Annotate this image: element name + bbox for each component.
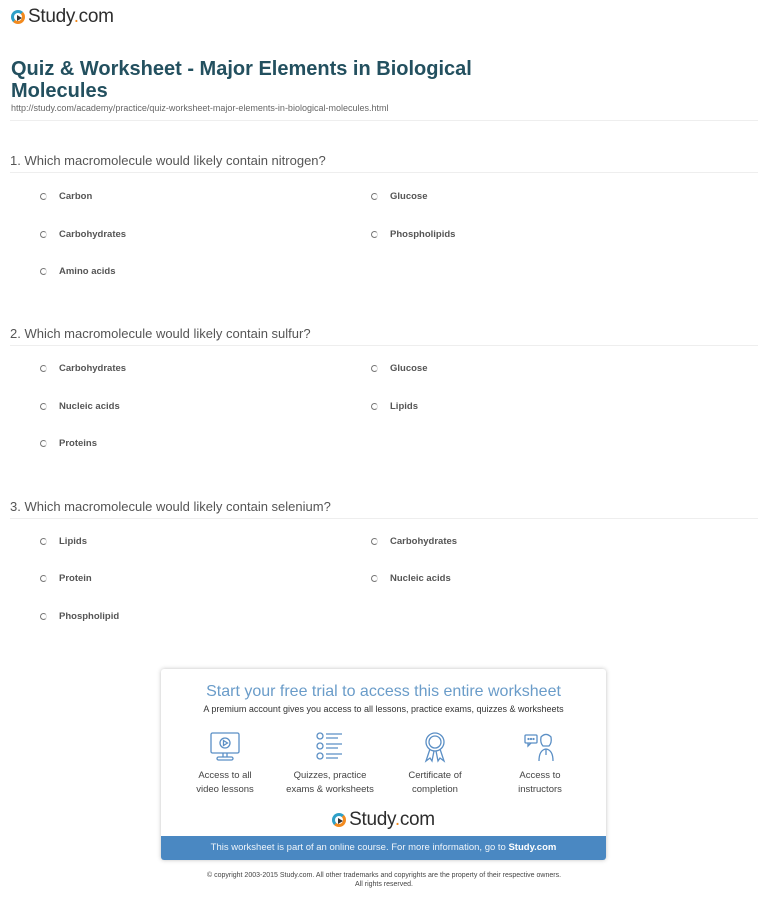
radio-button[interactable]	[371, 231, 378, 238]
page-url: http://study.com/academy/practice/quiz-worksheet-major-elements-in-biological-molecules.html	[11, 103, 389, 113]
feature-label: completion	[412, 784, 458, 795]
feature-label: Access to	[519, 770, 561, 781]
divider	[10, 172, 758, 173]
radio-button[interactable]	[40, 538, 47, 545]
copyright-line: All rights reserved.	[355, 881, 413, 888]
radio-button[interactable]	[40, 440, 47, 447]
q2-option-glucose[interactable]	[371, 363, 428, 374]
feature-label: Certificate of	[408, 770, 462, 781]
copyright-notice	[0, 871, 768, 889]
option-label: Amino acids	[59, 266, 116, 277]
play-logo-icon	[332, 813, 346, 827]
q1-option-glucose[interactable]	[371, 191, 428, 202]
radio-button[interactable]	[40, 575, 47, 582]
feature-label: instructors	[518, 784, 562, 795]
q1-option-carbohydrates[interactable]	[40, 229, 126, 240]
logo-text: Study.com	[28, 6, 114, 27]
radio-button[interactable]	[371, 365, 378, 372]
radio-button[interactable]	[40, 268, 47, 275]
logo-text: Study.com	[349, 809, 435, 830]
option-label: Carbohydrates	[59, 363, 127, 374]
feature-label: Quizzes, practice	[293, 770, 367, 781]
question-3: 3. Which macromolecule would likely contain selenium?	[10, 499, 331, 514]
q1-option-amino-acids[interactable]	[40, 266, 116, 277]
q2-option-carbohydrates[interactable]	[40, 363, 126, 374]
radio-button[interactable]	[371, 193, 378, 200]
option-label: Carbohydrates	[390, 536, 458, 547]
copyright-line: © copyright 2003-2015 Study.com. All other trademarks and copyrights are the property of their respective owners.	[206, 872, 562, 879]
option-label: Nucleic acids	[59, 401, 120, 412]
promo-title[interactable]: Start your free trial to access this entire worksheet	[206, 683, 561, 700]
option-label: Phospholipids	[390, 229, 456, 240]
feature-instructors	[490, 731, 590, 797]
radio-button[interactable]	[40, 365, 47, 372]
q2-option-nucleic-acids[interactable]	[40, 401, 120, 412]
option-label: Protein	[59, 573, 92, 584]
question-1: 1. Which macromolecule would likely contain nitrogen?	[10, 153, 326, 168]
feature-label: video lessons	[196, 784, 254, 795]
option-label: Carbohydrates	[59, 229, 127, 240]
option-label: Proteins	[59, 438, 98, 449]
feature-label: Access to all	[198, 770, 252, 781]
play-logo-icon	[11, 10, 25, 24]
radio-button[interactable]	[371, 403, 378, 410]
option-label: Glucose	[390, 191, 428, 202]
radio-button[interactable]	[371, 538, 378, 545]
option-label: Lipids	[59, 536, 87, 547]
promo-study-logo[interactable]	[161, 809, 606, 831]
radio-button[interactable]	[40, 193, 47, 200]
divider	[10, 518, 758, 519]
option-label: Lipids	[390, 401, 418, 412]
divider	[10, 120, 758, 121]
q1-option-carbon[interactable]	[40, 191, 92, 202]
course-info-banner	[161, 836, 606, 860]
radio-button[interactable]	[40, 231, 47, 238]
option-label: Carbon	[59, 191, 93, 202]
study-com-link[interactable]: Study.com	[508, 842, 557, 853]
feature-quizzes	[280, 731, 380, 797]
option-label: Glucose	[390, 363, 428, 374]
q3-option-lipids[interactable]	[40, 536, 87, 547]
q3-option-nucleic-acids[interactable]	[371, 573, 451, 584]
question-2: 2. Which macromolecule would likely contain sulfur?	[10, 326, 311, 341]
q3-option-carbohydrates[interactable]	[371, 536, 457, 547]
radio-button[interactable]	[40, 403, 47, 410]
q3-option-phospholipid[interactable]	[40, 611, 119, 622]
study-logo[interactable]	[11, 6, 114, 28]
q1-option-phospholipids[interactable]	[371, 229, 455, 240]
promo-subtitle: A premium account gives you access to all lessons, practice exams, quizzes & worksheets	[203, 704, 564, 714]
radio-button[interactable]	[371, 575, 378, 582]
page-title: Quiz & Worksheet - Major Elements in Biological Molecules	[11, 58, 472, 102]
free-trial-promo	[161, 669, 606, 860]
option-label: Nucleic acids	[390, 573, 451, 584]
instructor-icon	[524, 731, 556, 763]
banner-text: This worksheet is part of an online course. For more information, go to	[210, 842, 509, 853]
feature-video-lessons	[175, 731, 275, 797]
radio-button[interactable]	[40, 613, 47, 620]
q2-option-lipids[interactable]	[371, 401, 418, 412]
divider	[10, 345, 758, 346]
feature-certificate	[385, 731, 485, 797]
video-lessons-icon	[209, 731, 241, 763]
quiz-list-icon	[314, 731, 346, 763]
feature-label: exams & worksheets	[286, 784, 374, 795]
option-label: Phospholipid	[59, 611, 120, 622]
q2-option-proteins[interactable]	[40, 438, 97, 449]
q3-option-protein[interactable]	[40, 573, 92, 584]
certificate-icon	[419, 731, 451, 763]
